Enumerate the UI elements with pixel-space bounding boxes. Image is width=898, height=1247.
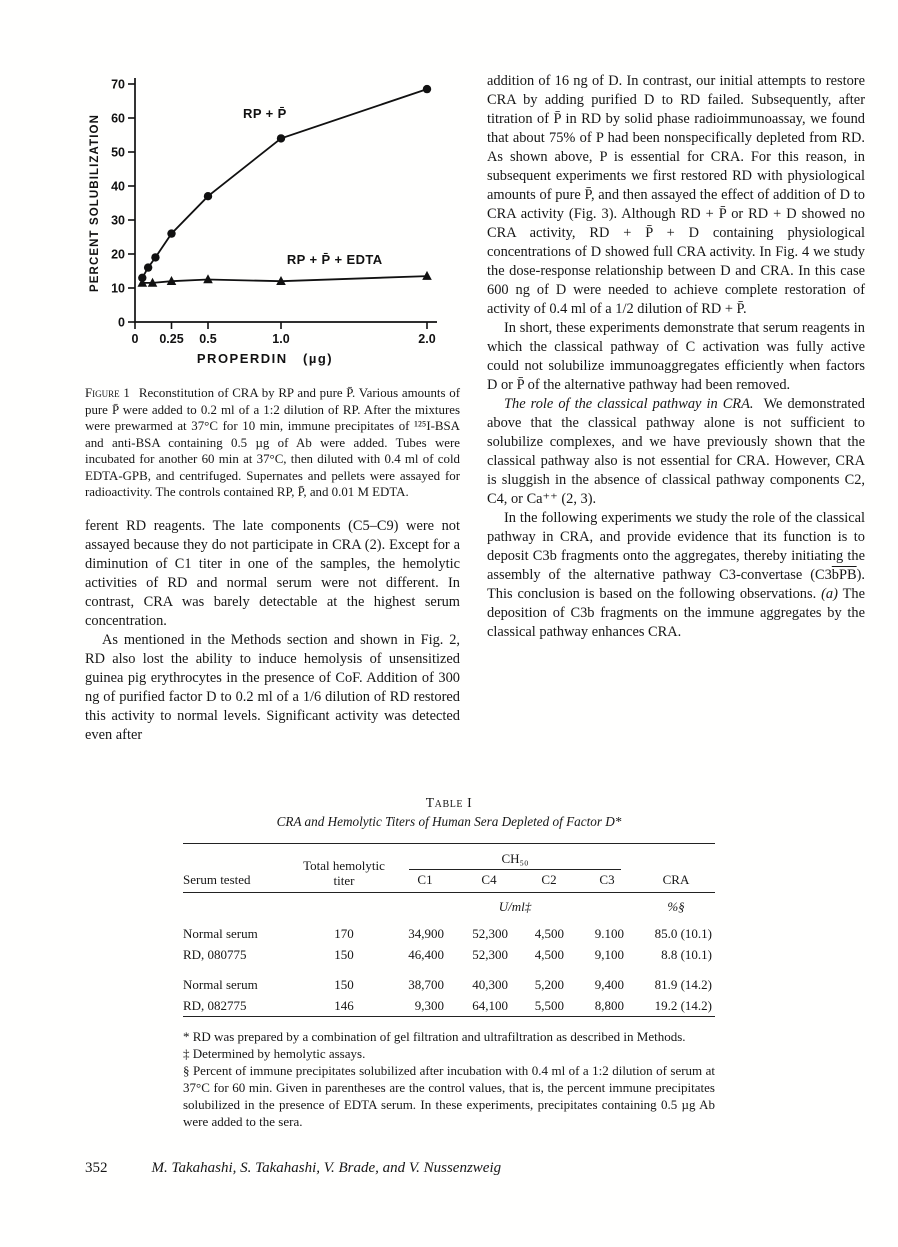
text-run: In the following experiments we study the role of the classical pathway in CRA, and provide evidence that its function is to deposit C3b fragments onto the aggregates, thereby initiating the assembly of the alternative pathway C3-convertase (C3 bbox=[487, 510, 865, 583]
table-cell: 8,800 bbox=[594, 997, 624, 1013]
y-tick-label: 0 bbox=[118, 315, 125, 330]
y-axis-label: PERCENT SOLUBILIZATION bbox=[89, 114, 101, 292]
table-cell: 52,300 bbox=[472, 946, 508, 962]
table-row bbox=[183, 995, 715, 1017]
table-title: CRA and Hemolytic Titers of Human Sera Depleted of Factor D* bbox=[276, 814, 622, 829]
col-header-c1: C1 bbox=[393, 870, 457, 893]
col-header-c3: C3 bbox=[577, 870, 637, 893]
text-run: The role of the classical pathway in CRA. bbox=[504, 396, 754, 412]
y-tick-label: 50 bbox=[111, 145, 125, 160]
table-1-section bbox=[183, 795, 715, 1130]
col-header-c2: C2 bbox=[521, 870, 577, 893]
footnote: * RD was prepared by a combination of gel filtration and ultrafiltration as described in Methods. bbox=[183, 1029, 686, 1044]
x-tick-label: 0.5 bbox=[199, 332, 217, 346]
table-cell: 170 bbox=[334, 925, 354, 941]
table-cell: Normal serum bbox=[183, 925, 258, 941]
data-point bbox=[204, 192, 212, 200]
text-run: addition of 16 ng of D. In contrast, our initial attempts to restore CRA by adding purified D to RD failed. Subsequently, after titration of P̄ in RD by solid phase radioimmunoassay, we found that about 75% of P had been nonspecifically depleted from RD. As shown above, P is essential for CRA. For this reason, in subsequent experiments we first restored RD with physiological amounts of pure P̄, and then assayed the effect of addition of D to CRA activity (Fig. 3). Although RD + P̄ or RD + D showed no CRA activity, RD + P̄ + D containing physiological concentrations of D showed full CRA activity. In Fig. 4 we study the dose-response relationship between D and CRA. In this case 600 ng of D were needed to achieve complete restoration of activity of 0.4 ml of a 1/2 dilution of RD + P̄. bbox=[487, 73, 865, 317]
table-cell: RD, 082775 bbox=[183, 997, 247, 1013]
table-cell: 4,500 bbox=[534, 925, 564, 941]
figure-caption-text: Reconstitution of CRA by RP and pure P̄. Various amounts of pure P̄ were added to 0.2 ml of a 1:2 dilution of RP. After the mixtures were prewarmed at 37°C for 10 min, immune precipitates of ¹²⁵I-BSA and anti-BSA containing 0.5 µg of Ab were added. Tubes were incubated for another 60 min at 37°C, then diluted with 0.4 ml of cold EDTA-GPB, and centrifuged. Supernates and pellets were assayed for radioactivity. The controls contained RP, P̄, and 0.01 M EDTA. bbox=[85, 386, 460, 499]
table-cell: 52,300 bbox=[472, 925, 508, 941]
data-table bbox=[183, 843, 715, 1017]
text-run: The deposition of C3b fragments on the immune aggregates by the classical pathway enhances CRA. bbox=[487, 586, 865, 640]
page-number: 352 bbox=[85, 1160, 108, 1176]
empty-cell bbox=[295, 893, 393, 924]
data-point bbox=[423, 85, 431, 93]
table-cell: 19.2 (14.2) bbox=[654, 997, 712, 1013]
table-body bbox=[183, 893, 715, 1017]
table-cell: 9,300 bbox=[414, 997, 444, 1013]
y-tick-label: 60 bbox=[111, 111, 125, 126]
right-column-text bbox=[487, 72, 865, 642]
x-tick-label: 1.0 bbox=[272, 332, 290, 346]
table-cell: 9.100 bbox=[594, 925, 624, 941]
line-chart bbox=[85, 70, 460, 372]
text-run: ). This conclusion is based on the following observations. bbox=[487, 567, 865, 602]
figure-caption bbox=[85, 385, 460, 501]
col-header-c4: C4 bbox=[457, 870, 521, 893]
table-row bbox=[183, 974, 715, 995]
table-cell: 40,300 bbox=[472, 976, 508, 992]
table-cell: Normal serum bbox=[183, 976, 258, 992]
table-label: Table I bbox=[425, 795, 473, 810]
data-point bbox=[167, 229, 175, 237]
left-column bbox=[85, 70, 460, 745]
data-point bbox=[144, 263, 152, 271]
text-run: (a) bbox=[821, 586, 838, 602]
empty-cell bbox=[183, 893, 295, 924]
ch50-label: CH₅₀ bbox=[409, 851, 621, 870]
table-cell: RD, 080775 bbox=[183, 946, 247, 962]
running-authors: M. Takahashi, S. Takahashi, V. Brade, and V. Nussenzweig bbox=[151, 1160, 502, 1176]
table-cell: 85.0 (10.1) bbox=[654, 925, 712, 941]
paragraph bbox=[487, 72, 865, 319]
table-cell: 4,500 bbox=[534, 946, 564, 962]
footnote: ‡ Determined by hemolytic assays. bbox=[183, 1046, 366, 1061]
table-cell: 5,500 bbox=[534, 997, 564, 1013]
x-tick-label: 0.25 bbox=[159, 332, 184, 346]
table-row bbox=[183, 944, 715, 965]
header-row-top bbox=[183, 844, 715, 871]
units-uml: U/ml‡ bbox=[498, 899, 532, 914]
col-header-cra: CRA bbox=[637, 844, 715, 893]
data-point bbox=[277, 134, 285, 142]
text-run: We demonstrated above that the classical pathway alone is not sufficient to solubilize complexes, and we have previously shown that the classical pathway also is not essential for CRA. However, CRA is sluggish in the absence of classical pathway components C2, C4, or Ca⁺⁺ (2, 3). bbox=[487, 396, 865, 507]
text-run: In short, these experiments demonstrate that serum reagents in which the classical pathway of C activation was fully active could not solubilize immunoaggregates efficiently when factors D or P̄ of the alternative pathway had been removed. bbox=[487, 320, 865, 393]
data-point bbox=[151, 253, 159, 261]
table-cell: 38,700 bbox=[408, 976, 444, 992]
page-footer bbox=[85, 1160, 825, 1177]
table-cell: 64,100 bbox=[472, 997, 508, 1013]
x-tick-label: 0 bbox=[131, 332, 139, 346]
series-label: RP + P̄ + EDTA bbox=[286, 252, 383, 268]
left-column-text bbox=[85, 517, 460, 745]
units-pct: %§ bbox=[667, 899, 685, 914]
figure-caption-label: Figure 1 bbox=[85, 386, 130, 400]
table-cell: 9,100 bbox=[594, 946, 624, 962]
table-cell: 8.8 (10.1) bbox=[661, 946, 712, 962]
paragraph bbox=[487, 509, 865, 642]
y-tick-label: 20 bbox=[111, 247, 125, 262]
series-line bbox=[142, 276, 427, 283]
text-run: As mentioned in the Methods section and shown in Fig. 2, RD also lost the ability to induce hemolysis of unsensitized guinea pig erythrocytes in the presence of CoF. Addition of 300 ng of purified factor D to 0.2 ml of a 1/6 dilution of RD restored this activity to normal levels. Significant activity was detected even after bbox=[85, 631, 460, 743]
footnote: § Percent of immune precipitates solubilized after incubation with 0.4 ml of a 1:2 dilution of serum at 37°C for 60 min. Given in parentheses are the control values, that is, the percent immune precipitates solubilized in the presence of EDTA serum. In these experiments, precipitates containing 0.5 µg Ab were added to the sera. bbox=[183, 1063, 715, 1129]
table-cell: 150 bbox=[334, 946, 354, 962]
series-label: RP + P̄ bbox=[243, 106, 287, 121]
y-tick-label: 70 bbox=[111, 77, 125, 92]
units-row bbox=[183, 893, 715, 924]
paragraph bbox=[487, 319, 865, 395]
paragraph bbox=[487, 395, 865, 509]
y-tick-label: 40 bbox=[111, 179, 125, 194]
col-header-titer: Total hemolytic titer bbox=[295, 844, 393, 893]
table-row bbox=[183, 923, 715, 944]
table-cell: 9,400 bbox=[594, 976, 624, 992]
y-tick-label: 30 bbox=[111, 213, 125, 228]
table-cell: 146 bbox=[334, 997, 354, 1013]
figure-1-chart bbox=[85, 70, 460, 372]
paragraph bbox=[85, 631, 460, 745]
table-cell: 46,400 bbox=[408, 946, 444, 962]
col-header-ch50-group bbox=[393, 844, 637, 871]
col-header-serum: Serum tested bbox=[183, 844, 295, 893]
spacer-row bbox=[183, 965, 715, 974]
table-footnotes bbox=[183, 1028, 715, 1130]
y-tick-label: 10 bbox=[111, 281, 125, 296]
paragraph bbox=[85, 517, 460, 631]
table-header bbox=[183, 844, 715, 893]
table-cell: 5,200 bbox=[534, 976, 564, 992]
text-run: ferent RD reagents. The late components (C5–C9) were not assayed because they do not participate in CRA (2). Except for a diminution of C1 titer in one of the samples, the hemolytic activities of RD and normal serum were not different. In contrast, CRA was barely detectable at the highest serum concentration. bbox=[85, 517, 460, 629]
x-tick-label: 2.0 bbox=[418, 332, 436, 346]
table-cell: 34,900 bbox=[408, 925, 444, 941]
text-run: $\overline{bPB}$ bbox=[831, 567, 857, 583]
table-cell: 81.9 (14.2) bbox=[654, 976, 712, 992]
x-axis-label: PROPERDIN (µg) bbox=[196, 351, 334, 366]
table-cell: 150 bbox=[334, 976, 354, 992]
